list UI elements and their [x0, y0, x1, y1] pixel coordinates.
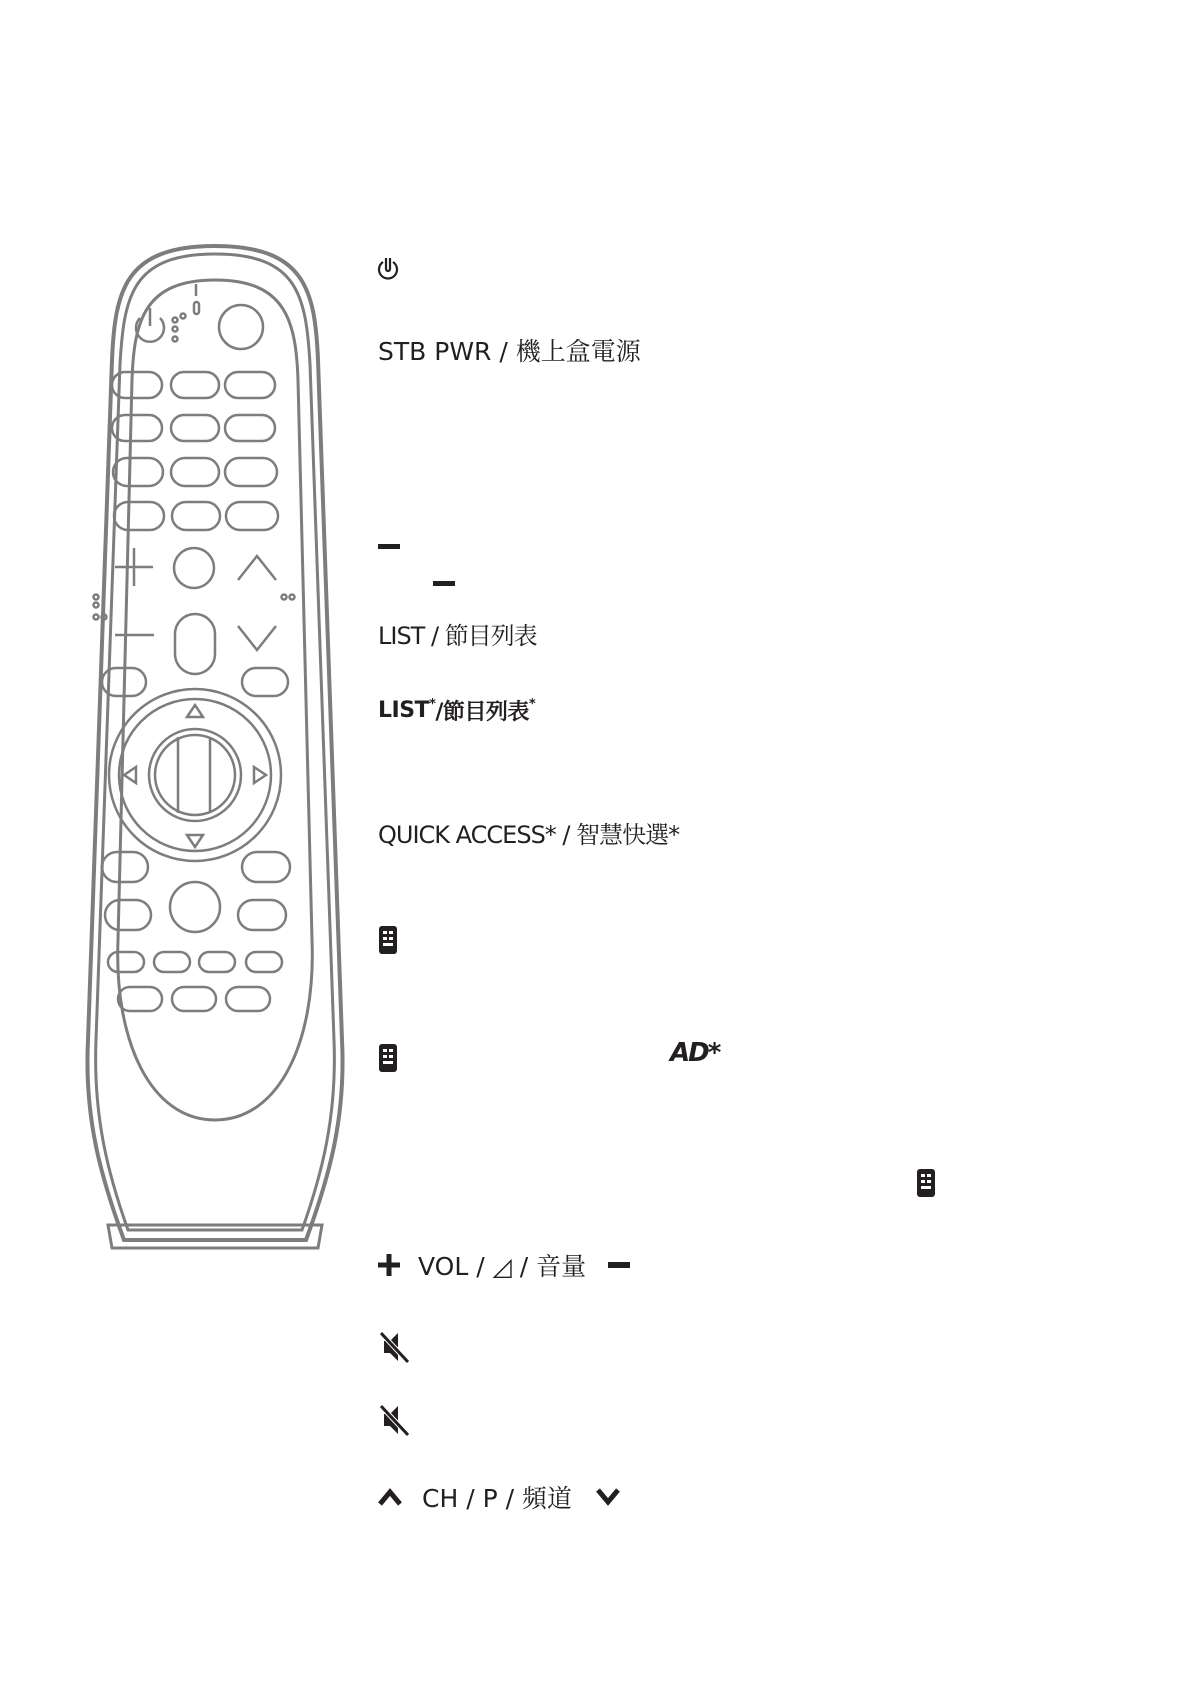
- list-star-cjk: /節目列表: [435, 700, 529, 725]
- minus-mark-1: [378, 544, 400, 549]
- vol-row: [378, 1247, 630, 1283]
- stb-power-label: [378, 332, 641, 368]
- ch-row: [378, 1479, 620, 1515]
- remote-control-illustration: [70, 240, 360, 1270]
- quick-access-text: QUICK ACCESS* / 智慧快選*: [378, 821, 680, 849]
- quick-access-label: [378, 815, 679, 850]
- mute-icon: [378, 1403, 412, 1437]
- chevron-down-icon: [596, 1488, 620, 1506]
- list-star-asterisk-2: *: [528, 697, 536, 712]
- chevron-up-icon: [378, 1488, 402, 1506]
- ch-text: CH / P / 頻道: [422, 1484, 572, 1513]
- minus-mark-2: [433, 581, 455, 586]
- remote-icon: [379, 1044, 397, 1072]
- remote-icon: [379, 926, 397, 954]
- list-label: [378, 616, 537, 651]
- power-icon: [376, 254, 400, 280]
- stb-power-text: STB PWR / 機上盒電源: [378, 337, 641, 366]
- vol-text: VOL / ◿ / 音量: [418, 1252, 587, 1281]
- remote-icon: [917, 1169, 935, 1197]
- audio-description-label: AD*: [670, 1038, 720, 1068]
- list-star-label: [378, 695, 535, 726]
- list-star-main: LIST: [378, 698, 430, 723]
- mute-icon: [378, 1330, 412, 1364]
- list-star-asterisk: *: [429, 697, 436, 712]
- plus-icon: [378, 1254, 400, 1276]
- list-text: LIST / 節目列表: [378, 622, 537, 650]
- minus-icon: [608, 1262, 630, 1268]
